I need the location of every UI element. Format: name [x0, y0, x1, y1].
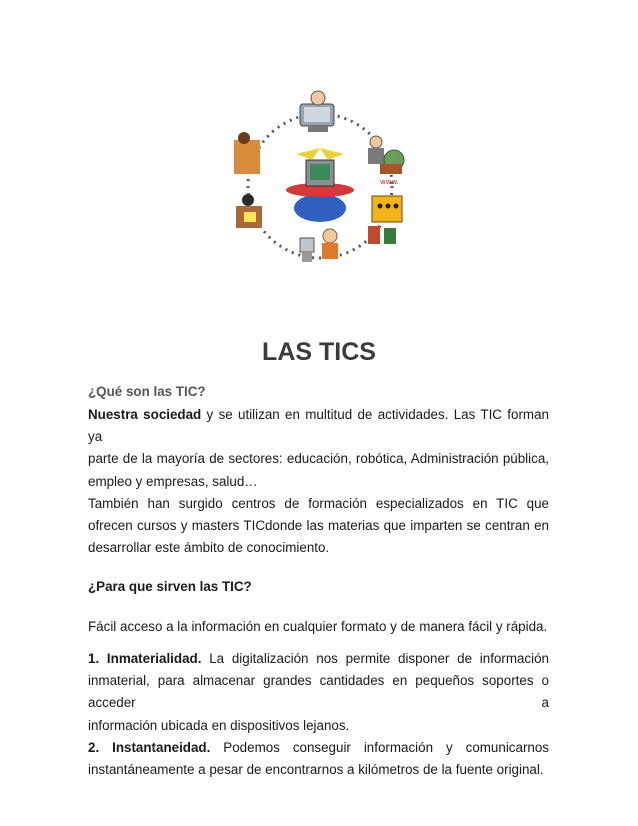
bold-phrase: Nuestra sociedad [88, 407, 202, 422]
paragraph-line: información ubicada en dispositivos lejanos. [88, 717, 350, 733]
board-icon [368, 196, 402, 244]
central-computer-globe-icon [286, 148, 354, 222]
list-item-label: 1. Inmaterialidad. [88, 651, 202, 666]
paragraph-line [88, 404, 549, 448]
section-heading-para-que: ¿Para que sirven las TIC? [88, 579, 252, 594]
paragraph-nuestra-sociedad [88, 404, 549, 559]
text-run: La digitalización nos permite disponer de información [201, 651, 549, 666]
paragraph-line: ofrecen cursos y masters TICdonde las materias que imparten se centran en [88, 518, 549, 534]
list-inmaterialidad [88, 648, 549, 781]
paragraph-line: empleo y empresas, salud… [88, 473, 258, 489]
paragraph-line: También han surgido centros de formación especializados en TIC que [88, 495, 549, 511]
text-run: Podemos conseguir información y comunicarnos [210, 739, 549, 755]
intro-paragraph: Fácil acceso a la información en cualquier formato y de manera fácil y rápida. [88, 619, 548, 634]
www-sign: www. [380, 178, 399, 186]
paragraph-line: inmaterial, para almacenar grandes cantidades en pequeños soportes o acceder a [88, 673, 549, 711]
person-globe-icon [368, 136, 404, 174]
paragraph-line: parte de la mayoría de sectores: educación, robótica, Administración pública, [88, 451, 549, 467]
paragraph-line [88, 737, 549, 759]
paragraph-line [88, 648, 549, 670]
page-title: LAS TICS [262, 338, 376, 366]
paragraph-line: instantáneamente a pesar de encontrarnos a kilómetros de la fuente original. [88, 762, 544, 778]
person-computer-top-icon [300, 91, 334, 132]
list-item-label: 2. Instantaneidad. [88, 739, 211, 755]
paragraph-line: desarrollar este ámbito de conocimiento. [88, 540, 330, 556]
tic-illustration [222, 88, 418, 276]
text-run: y se utilizan en multitud de actividades. Las TIC forman ya [88, 407, 549, 445]
section-heading-que-son: ¿Qué son las TIC? [88, 384, 206, 399]
